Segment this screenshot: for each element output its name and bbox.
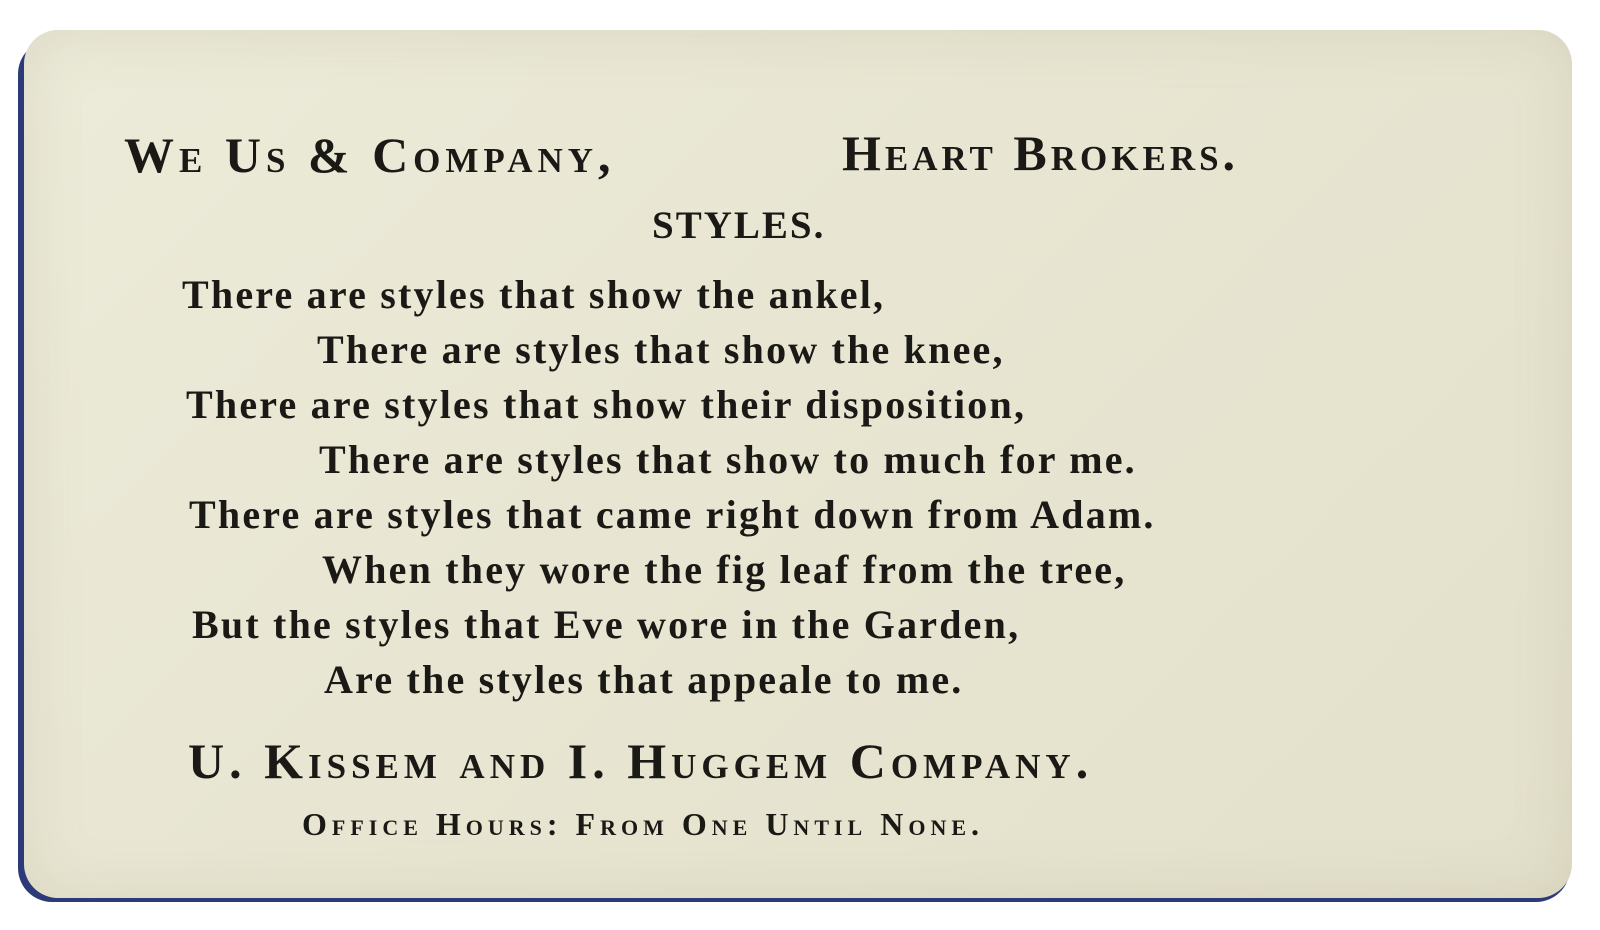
verse-line-5: There are styles that came right down from Adam. (189, 492, 1156, 537)
verse-line-1: There are styles that show the ankel, (182, 272, 886, 317)
business-type-heading: Heart Brokers. (842, 125, 1240, 181)
signature-company: U. Kissem and I. Huggem Company. (188, 733, 1094, 789)
verse-line-4: There are styles that show to much for me. (319, 437, 1137, 482)
business-card (24, 30, 1572, 898)
company-name-heading: We Us & Company, (124, 127, 616, 183)
verse-line-2: There are styles that show the knee, (317, 327, 1005, 372)
verse-line-8: Are the styles that appeale to me. (324, 657, 964, 702)
verse-line-6: When they wore the fig leaf from the tree, (322, 547, 1127, 592)
verse-line-3: There are styles that show their disposition, (186, 382, 1027, 427)
poem-title: STYLES. (652, 204, 826, 247)
office-hours: Office Hours: From One Until None. (302, 806, 985, 842)
verse-line-7: But the styles that Eve wore in the Garden, (192, 602, 1021, 647)
